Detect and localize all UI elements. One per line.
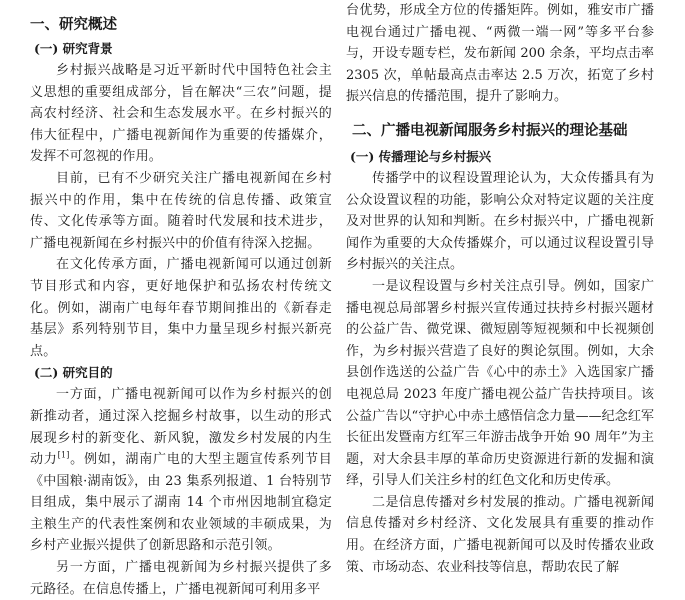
paragraph-background-2: 目前，已有不少研究关注广播电视新闻在乡村振兴中的作用，集中在传统的信息传播、政策宣传、文化传承等方面。随着时代发展和技术进步，广播电视新闻在乡村振兴中的价值有待深入挖掘。 — [30, 170, 332, 251]
left-column — [30, 0, 332, 600]
paragraph-theory-2: 一是议程设置与乡村关注点引导。例如，国家广播电视总局部署乡村振兴宣传通过扶持乡村振兴题材的公益广告、微党课、微短剧等短视频和中长视频创作，为乡村振兴营造了良好的舆论氛围。例如，大余县创作选送的公益广告《心中的赤土》入选国家广播电视总局 2023 年度广播电视公益广告扶持项目。该公益广告以“守护心中赤土感悟信念力量——纪念红军长征出发暨南方红军三年游击战争开始 90 周年”为主题，对大余县丰厚的革命历史资源进行新的发掘和演绎，引导人们关注乡村的红色文化和历史传承。 — [346, 278, 654, 489]
subsection-title-communication-theory: (一) 传播理论与乡村振兴 — [350, 148, 492, 164]
paragraph-theory-3: 二是信息传播对乡村发展的推动。广播电视新闻信息传播对乡村经济、文化发展具有重要的推动作用。在经济方面，广播电视新闻可以及时传播农业政策、市场动态、农业科技等信息，帮助农民了解 — [346, 494, 654, 575]
paragraph-theory-1: 传播学中的议程设置理论认为，大众传播具有为公众设置议程的功能，影响公众对特定议题的关注度及对世界的认知和判断。在乡村振兴中，广播电视新闻作为重要的大众传播媒介，可以通过议程设置引导乡村振兴的关注点。 — [346, 170, 654, 273]
paragraph-purpose-1 — [30, 384, 332, 557]
section-title-theoretical-basis: 二、广播电视新闻服务乡村振兴的理论基础 — [352, 121, 628, 139]
paragraph-background-1: 乡村振兴战略是习近平新时代中国特色社会主义思想的重要组成部分，旨在解决“三农”问题，提高农村经济、社会和生态发展水平。在乡村振兴的伟大征程中，广播电视新闻作为重要的传播媒介，发挥不可忽视的作用。 — [30, 63, 332, 165]
paragraph-continued: 台优势，形成全方位的传播矩阵。例如，雅安市广播电视台通过广播电视、“两微一端一网”等多平台参与，开设专题专栏，发布新闻 200 余条，平均点击率 2305 次，单帖最高点击率达 2.5 万次，拓宽了乡村振兴信息的传播范围，提升了影响力。 — [346, 3, 654, 105]
paragraph-background-3: 在文化传承方面，广播电视新闻可以通过创新节目形式和内容，更好地保护和弘扬农村传统文化。例如，湖南广电每年春节期间推出的《新春走基层》系列特别节目，集中力量呈现乡村振兴新亮点。 — [30, 257, 332, 359]
subsection-title-purpose: (二) 研究目的 — [34, 365, 113, 381]
subsection-title-background: (一) 研究背景 — [34, 41, 113, 56]
section-title-research-overview: 一、研究概述 — [30, 16, 117, 33]
right-column — [346, 0, 654, 578]
citation-ref-1: [1] — [57, 450, 70, 460]
paragraph-purpose-2: 另一方面，广播电视新闻为乡村振兴提供了多元路径。在信息传播上，广播电视新闻可利用多平 — [30, 560, 332, 597]
paragraph-purpose-1-part-a: 一方面，广播电视新闻可以作为乡村振兴的创新推动者，通过深入挖掘乡村故事，以生动的形式展现乡村的新变化、新风貌，激发乡村发展的内生动力 — [30, 387, 332, 468]
paragraph-purpose-1-part-b: 。例如，湖南广电的大型主题宣传系列节目《中国粮·湖南饭》，由 23 集系列报道、1 台特别节目组成，集中展示了湖南 14 个市州因地制宜稳定主粮生产的代表性案例和农业领域的丰硕成果，为乡村产业振兴提供了创新思路和示范引领。 — [30, 452, 332, 554]
